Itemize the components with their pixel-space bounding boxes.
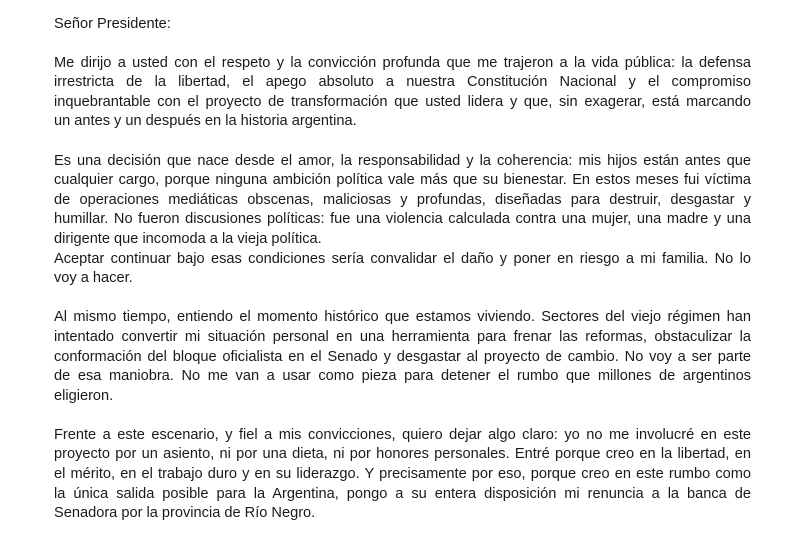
paragraph-line: irrestricta de la libertad, el apego absoluto a nuestra Constitución Nacional y el compromiso: [54, 74, 751, 91]
paragraph-line: Me dirijo a usted con el respeto y la convicción profunda que me trajeron a la vida pública: la defensa: [54, 54, 751, 71]
paragraph-4: [54, 426, 751, 524]
paragraph-line: Es una decisión que nace desde el amor, la responsabilidad y la coherencia: mis hijos están antes que: [54, 152, 751, 169]
paragraph-line: humillar. No fueron discusiones políticas: fue una violencia calculada contra una mujer, una madre y una: [54, 211, 751, 228]
paragraph-line: intentado convertir mi situación personal en una herramienta para frenar las reformas, obstaculizar la: [54, 328, 751, 345]
letter-body: [54, 15, 751, 533]
salutation: Señor Presidente:: [54, 16, 171, 32]
paragraph-line: voy a hacer.: [54, 270, 133, 287]
paragraph-line: Senadora por la provincia de Río Negro.: [54, 505, 316, 522]
paragraph-line: Aceptar continuar bajo esas condiciones sería convalidar el daño y poner en riesgo a mi familia. No lo: [54, 250, 751, 267]
paragraph-1: [54, 54, 751, 132]
paragraph-line: un antes y un después en la historia argentina.: [54, 113, 357, 130]
paragraph-line: la única salida posible para la Argentina, pongo a su entera disposición mi renuncia a la banca de: [54, 485, 751, 502]
paragraph-line: de operaciones mediáticas obscenas, maliciosas y profundas, diseñadas para destruir, desgastar y: [54, 191, 751, 208]
paragraph-3: [54, 308, 751, 406]
paragraph-line: proyecto por un asiento, ni por una dieta, ni por honores personales. Entré porque creo en la libertad, en: [54, 446, 751, 463]
paragraph-line: conformación del bloque oficialista en el Senado y desgastar al proyecto de cambio. No voy a ser parte: [54, 348, 751, 365]
paragraph-line: eligieron.: [54, 387, 114, 404]
paragraph-line: dirigente que incomoda a la vieja política.: [54, 230, 322, 247]
paragraph-2: [54, 152, 751, 289]
paragraph-line: cualquier cargo, porque ninguna ambición política vale más que su bienestar. En estos meses fui víctima: [54, 172, 751, 189]
paragraph-line: el mérito, en el trabajo duro y en su liderazgo. Y precisamente por eso, porque creo en este rumbo como: [54, 466, 751, 483]
paragraph-line: de esa maniobra. No me van a usar como pieza para detener el rumbo que millones de argentinos: [54, 368, 751, 385]
paragraph-line: inquebrantable con el proyecto de transformación que usted lidera y que, sin exagerar, está marcando: [54, 93, 751, 110]
paragraph-line: Frente a este escenario, y fiel a mis convicciones, quiero dejar algo claro: yo no me involucré en este: [54, 426, 751, 443]
paragraph-line: Al mismo tiempo, entiendo el momento histórico que estamos viviendo. Sectores del viejo régimen han: [54, 309, 751, 326]
